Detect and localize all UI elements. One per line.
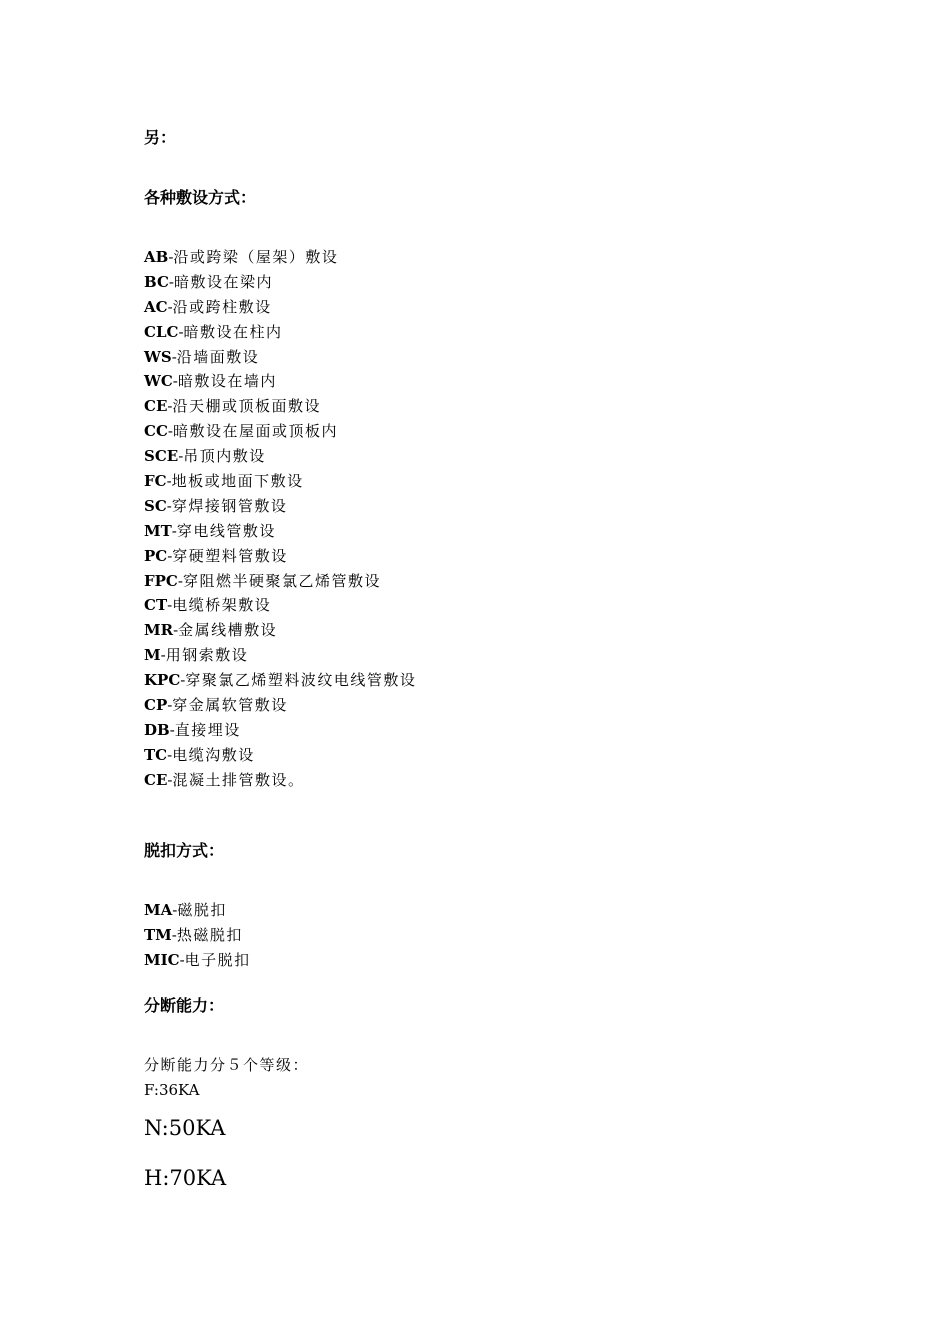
breaking-level-h: H:70KA	[144, 1166, 227, 1190]
code-description: 穿聚氯乙烯塑料波纹电线管敷设	[185, 671, 417, 690]
code-abbreviation: CT	[144, 596, 168, 615]
laying-methods-list	[144, 245, 416, 793]
laying-method-item: CE-沿天棚或顶板面敷设	[144, 397, 321, 416]
code-abbreviation: CLC	[144, 322, 179, 341]
code-description: 热磁脱扣	[176, 925, 243, 944]
code-description: 沿或跨柱敷设	[172, 297, 272, 316]
code-description: 金属线槽敷设	[178, 621, 278, 640]
code-description: 电缆桥架敷设	[172, 596, 272, 615]
laying-method-item: FPC-穿阻燃半硬聚氯乙烯管敷设	[144, 571, 381, 590]
breaking-level-n: N:50KA	[144, 1116, 226, 1140]
laying-method-item: MT-穿电线管敷设	[144, 521, 276, 540]
code-abbreviation: PC	[144, 546, 168, 565]
code-description: 沿墙面敷设	[176, 347, 260, 366]
laying-method-item: AB-沿或跨梁（屋架）敷设	[144, 248, 339, 266]
code-description: 穿电线管敷设	[176, 521, 276, 540]
code-abbreviation: M	[144, 646, 161, 665]
laying-method-item: CT-电缆桥架敷设	[144, 596, 272, 615]
code-abbreviation: CE	[144, 397, 168, 416]
laying-method-item: AC-沿或跨柱敷设	[144, 297, 272, 316]
level-value: 50KA	[168, 1116, 226, 1140]
laying-method-item: DB-直接埋设	[144, 720, 241, 739]
level-code: N	[144, 1116, 162, 1140]
laying-method-item: CC-暗敷设在屋面或顶板内	[144, 422, 338, 441]
code-abbreviation: MR	[144, 621, 174, 640]
laying-method-item: BC-暗敷设在梁内	[144, 272, 273, 291]
laying-method-item: WS-沿墙面敷设	[144, 347, 260, 366]
laying-method-item: CE-混凝土排管敷设。	[144, 770, 305, 789]
code-description: 用钢索敷设	[165, 646, 249, 665]
code-description: 混凝土排管敷设。	[172, 770, 305, 789]
code-description: 暗敷设在柱内	[183, 322, 283, 341]
breaking-capacity-heading: 分断能力：	[144, 996, 225, 1015]
laying-method-item: M-用钢索敷设	[144, 646, 249, 665]
laying-method-item: KPC-穿聚氯乙烯塑料波纹电线管敷设	[144, 671, 417, 690]
laying-method-item: MR-金属线槽敷设	[144, 621, 278, 640]
code-description: 电子脱扣	[184, 950, 251, 969]
trip-method-item: MIC-电子脱扣	[144, 950, 251, 969]
code-description: 穿阻燃半硬聚氯乙烯管敷设	[182, 571, 381, 590]
code-description: 吊顶内敷设	[183, 447, 266, 466]
breaking-level-f: F:36KA	[144, 1081, 200, 1099]
code-abbreviation: SC	[144, 496, 167, 515]
laying-method-item: SCE-吊顶内敷设	[144, 447, 266, 466]
code-description: 穿硬塑料管敷设	[172, 546, 288, 565]
code-abbreviation: KPC	[144, 671, 181, 690]
code-description: 直接埋设	[174, 720, 241, 739]
level-code: H	[144, 1166, 163, 1190]
level-value: 36KA	[158, 1081, 200, 1099]
trip-methods-heading: 脱扣方式：	[144, 841, 225, 860]
code-description: 磁脱扣	[177, 901, 227, 919]
code-description: 穿焊接钢管敷设	[171, 496, 288, 515]
code-abbreviation: MIC	[144, 950, 180, 969]
trip-method-item: MA-磁脱扣	[144, 901, 227, 919]
code-description: 沿或跨梁（屋架）敷设	[173, 248, 339, 266]
laying-method-item: PC-穿硬塑料管敷设	[144, 546, 288, 565]
code-abbreviation: WS	[144, 347, 172, 366]
code-abbreviation: TM	[144, 925, 172, 944]
code-abbreviation: MT	[144, 521, 172, 540]
laying-method-item: CP-穿金属软管敷设	[144, 696, 288, 715]
laying-method-item: CLC-暗敷设在柱内	[144, 322, 283, 341]
code-abbreviation: MA	[144, 901, 173, 919]
laying-method-item: TC-电缆沟敷设	[144, 745, 255, 764]
laying-method-item: SC-穿焊接钢管敷设	[144, 496, 288, 515]
code-abbreviation: CP	[144, 696, 168, 715]
code-description: 地板或地面下敷设	[171, 472, 304, 491]
laying-methods-heading: 各种敷设方式：	[144, 188, 257, 207]
note-heading: 另：	[144, 128, 177, 147]
code-abbreviation: TC	[144, 745, 168, 764]
code-abbreviation: BC	[144, 272, 169, 291]
trip-method-item: TM-热磁脱扣	[144, 925, 243, 944]
breaking-capacity-intro: 分断能力分５个等级：	[144, 1056, 310, 1074]
code-description: 暗敷设在墙内	[177, 372, 277, 391]
code-description: 暗敷设在梁内	[173, 272, 273, 291]
code-abbreviation: FC	[144, 472, 167, 491]
code-description: 穿金属软管敷设	[172, 696, 288, 715]
code-abbreviation: CE	[144, 770, 168, 789]
code-abbreviation: SCE	[144, 447, 179, 466]
code-abbreviation: DB	[144, 720, 170, 739]
code-description: 沿天棚或顶板面敷设	[172, 397, 321, 416]
code-description: 电缆沟敷设	[172, 745, 255, 764]
trip-methods-list	[144, 898, 251, 973]
code-abbreviation: CC	[144, 422, 168, 441]
code-abbreviation: WC	[144, 372, 173, 391]
code-description: 暗敷设在屋面或顶板内	[172, 422, 338, 441]
code-abbreviation: AC	[144, 297, 168, 316]
laying-method-item: WC-暗敷设在墙内	[144, 372, 277, 391]
laying-method-item: FC-地板或地面下敷设	[144, 472, 304, 491]
code-abbreviation: AB	[144, 248, 169, 266]
code-abbreviation: FPC	[144, 571, 178, 590]
level-code: F	[144, 1081, 154, 1099]
level-value: 70KA	[169, 1166, 227, 1190]
